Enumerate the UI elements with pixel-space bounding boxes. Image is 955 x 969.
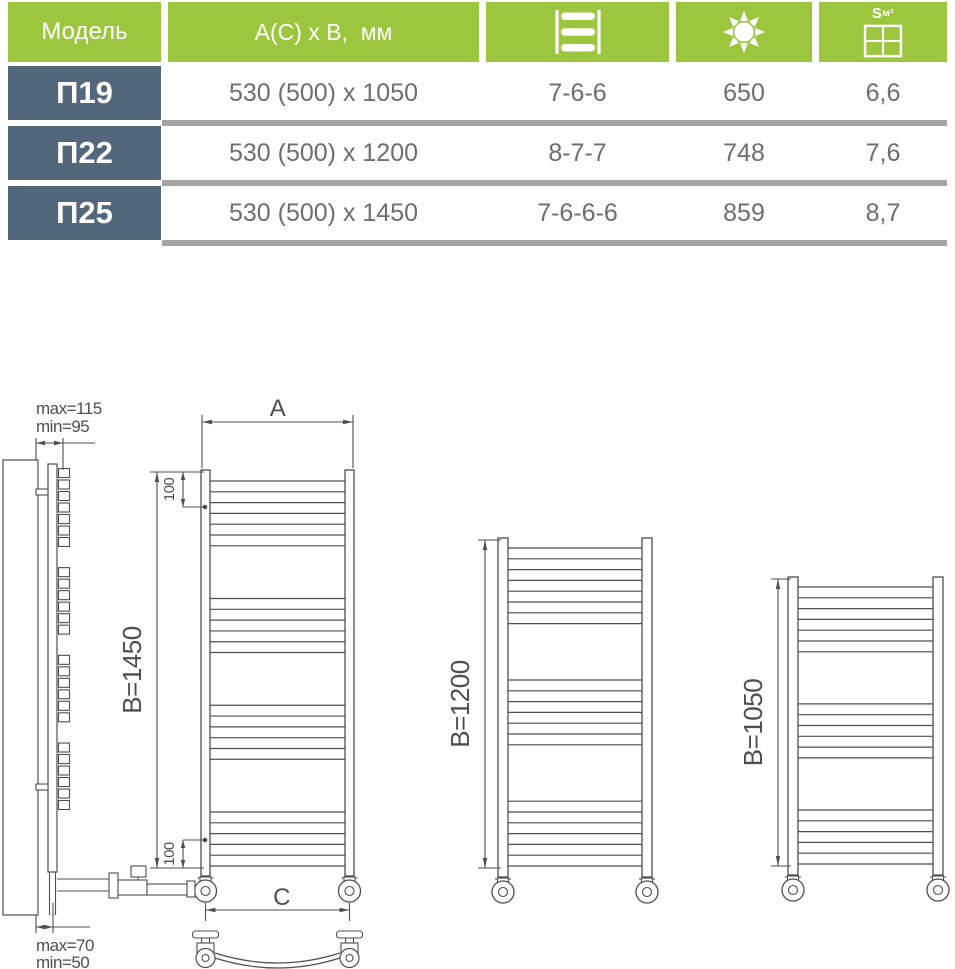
area-grid-icon [863,24,903,58]
svg-text:100: 100 [161,477,178,502]
svg-text:min=95: min=95 [36,417,90,436]
radiator-rungs-icon [552,10,604,54]
row-separator [162,240,947,246]
power-cell: 859 [676,186,812,240]
model-label: П22 [56,135,113,170]
power-cell: 748 [676,126,812,180]
header-model-label: Модель [41,18,128,45]
model-label: П25 [56,195,113,230]
svg-text:min=50: min=50 [36,953,90,969]
header-model [8,2,161,62]
header-size [168,2,479,62]
header-area [819,2,947,62]
svg-text:100: 100 [161,842,178,866]
front-view-3 [738,577,949,901]
front-view-1 [117,395,361,921]
area-cell: 7,6 [819,126,947,180]
power-cell: 650 [676,66,812,120]
svg-text:B=1450: B=1450 [117,626,147,714]
bottom-view [193,931,363,968]
area-icon-label: $S^{м^2}$ [871,5,895,22]
area-cell: 8,7 [819,186,947,240]
spec-table [8,2,947,248]
rungs-cell: 8-7-7 [486,126,669,180]
size-cell: 530 (500) х 1450 [168,186,479,240]
svg-text:max=70: max=70 [36,936,94,955]
svg-text:A: A [269,395,286,422]
model-cell [8,186,161,240]
svg-text:B=1200: B=1200 [445,660,475,748]
area-icon [863,6,903,58]
header-rungs [486,2,669,62]
svg-text:B=1050: B=1050 [738,678,768,767]
area-cell: 6,6 [819,66,947,120]
svg-text:C: C [273,884,290,911]
size-cell: 530 (500) х 1050 [168,66,479,120]
header-power [676,2,812,62]
rungs-cell: 7-6-6-6 [486,186,669,240]
model-label: П19 [56,75,113,110]
rungs-cell: 7-6-6 [486,66,669,120]
svg-text:max=115: max=115 [36,399,102,418]
model-cell [8,126,161,180]
header-size-label: А(С) х В, мм [254,18,393,45]
model-cell [8,66,161,120]
technical-drawing [0,380,955,969]
size-cell: 530 (500) х 1200 [168,126,479,180]
front-view-2 [445,538,658,903]
sun-icon [721,9,767,55]
